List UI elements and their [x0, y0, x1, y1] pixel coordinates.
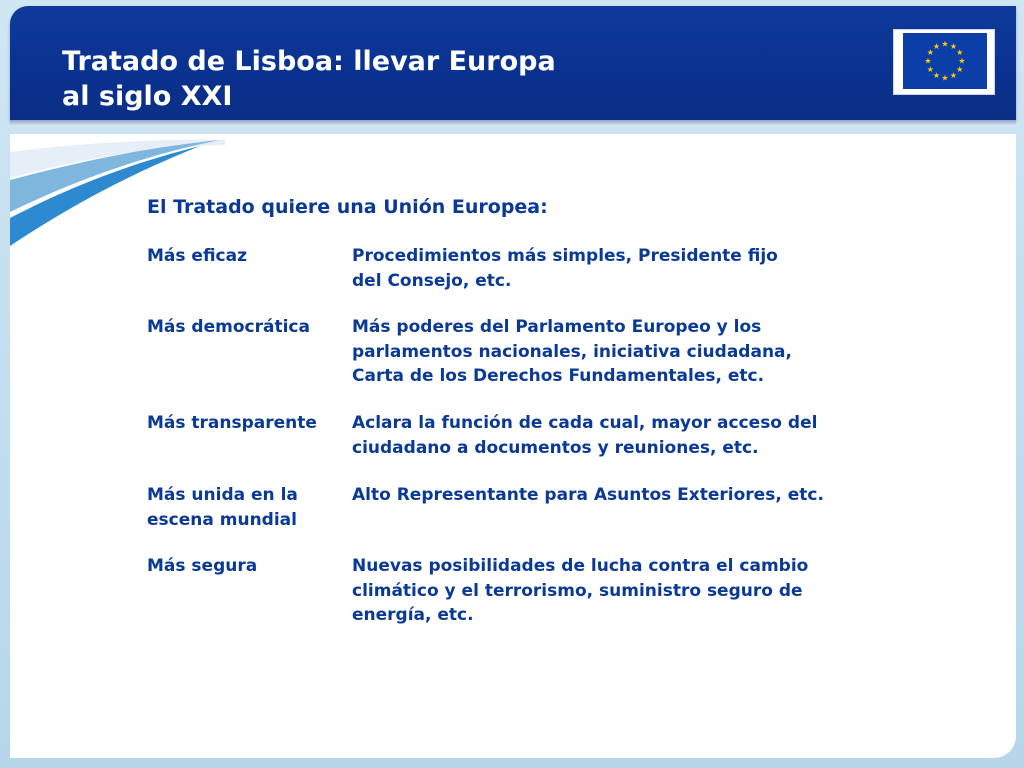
item-label	[147, 244, 357, 269]
item-description-line: del Consejo, etc.	[352, 270, 512, 291]
star-icon: ★	[958, 56, 966, 66]
eu-flag-icon	[903, 33, 987, 89]
star-icon: ★	[932, 71, 941, 81]
star-icon: ★	[949, 41, 958, 51]
item-label-line: escena mundial	[147, 509, 297, 530]
item-description-line: ciudadano a documentos y reuniones, etc.	[352, 437, 759, 458]
item-description-line: energía, etc.	[352, 605, 474, 625]
item-description	[352, 483, 922, 508]
item-description-line: Aclara la función de cada cual, mayor acceso del	[352, 413, 818, 433]
title-line-1: Tratado de Lisboa: llevar Europa	[62, 46, 556, 77]
item-description	[352, 554, 922, 628]
star-icon: ★	[956, 65, 964, 74]
item-label-line: Más transparente	[147, 413, 317, 433]
star-icon: ★	[926, 48, 934, 57]
item-description-line: Más poderes del Parlamento Europeo y los	[352, 317, 762, 337]
item-description-line: Alto Representante para Asuntos Exteriores, etc.	[352, 485, 824, 505]
star-icon: ★	[941, 39, 949, 49]
item-label	[147, 411, 357, 436]
content-heading: El Tratado quiere una Unión Europea:	[147, 196, 548, 218]
item-description-line: Carta de los Derechos Fundamentales, etc.	[352, 366, 765, 386]
content-panel	[10, 134, 1016, 758]
item-label-line: Más segura	[147, 556, 258, 576]
star-icon: ★	[926, 65, 934, 74]
star-icon: ★	[949, 71, 958, 81]
star-icon: ★	[932, 41, 941, 51]
item-description	[352, 315, 922, 389]
item-description-line: parlamentos nacionales, iniciativa ciudadana,	[352, 341, 792, 362]
item-description	[352, 244, 922, 293]
star-icon: ★	[941, 73, 949, 83]
item-description-line: climático y el terrorismo, suministro seguro de	[352, 580, 803, 601]
item-label	[147, 483, 357, 532]
slide-title	[62, 44, 822, 114]
item-description-line: Procedimientos más simples, Presidente fijo	[352, 246, 778, 266]
title-line-2: al siglo XXI	[62, 81, 233, 112]
item-label	[147, 315, 357, 340]
item-label-line: Más democrática	[147, 317, 310, 337]
title-banner-underline	[10, 120, 1016, 126]
star-icon: ★	[924, 56, 932, 66]
eu-flag-stars	[903, 33, 987, 89]
item-label-line: Más unida en la	[147, 485, 298, 505]
item-label	[147, 554, 357, 579]
item-description	[352, 411, 922, 460]
item-description-line: Nuevas posibilidades de lucha contra el cambio	[352, 556, 809, 576]
star-icon: ★	[956, 48, 964, 57]
item-label-line: Más eficaz	[147, 246, 247, 266]
